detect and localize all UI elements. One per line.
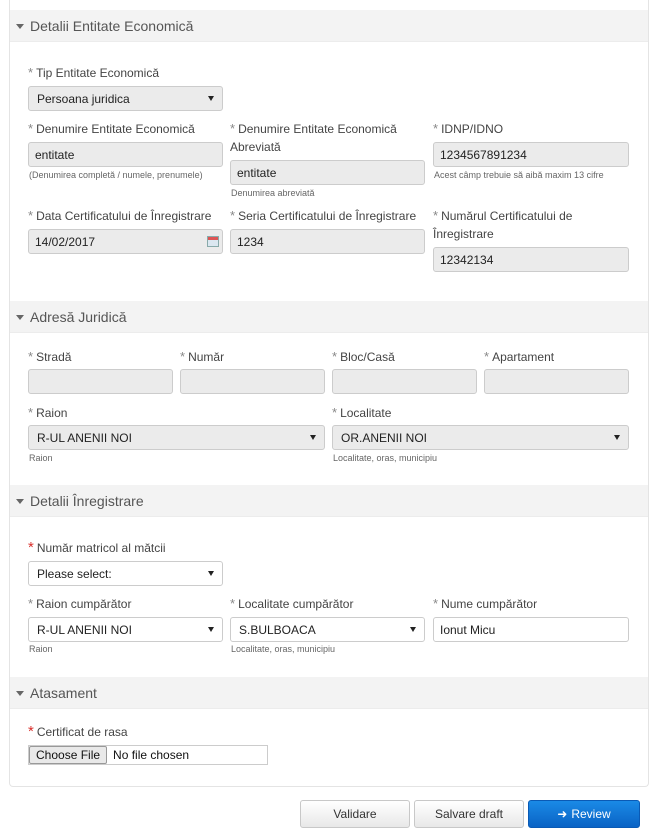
raion-cumparator-label: * Raion cumpărător bbox=[28, 596, 132, 611]
asterisk-icon: * bbox=[332, 405, 338, 420]
seria-input[interactable] bbox=[230, 229, 425, 254]
localitate-value: OR.ANENII NOI bbox=[341, 430, 428, 445]
arrow-right-icon: ➜ bbox=[557, 807, 568, 821]
chevron-down-icon bbox=[208, 571, 214, 576]
denumire-help: (Denumirea completă / numele, prenumele) bbox=[29, 170, 203, 180]
validate-button[interactable] bbox=[300, 800, 410, 828]
seria-label: * Seria Certificatului de Înregistrare bbox=[230, 208, 417, 223]
chevron-down-icon bbox=[208, 96, 214, 101]
asterisk-icon: * bbox=[28, 208, 34, 223]
localitate-cumparator-label: * Localitate cumpărător bbox=[230, 596, 354, 611]
raion-cumparator-select[interactable] bbox=[28, 617, 223, 642]
abreviata-input[interactable] bbox=[230, 160, 425, 185]
raion-label: * Raion bbox=[28, 405, 68, 420]
numar-certificat-label: * Numărul Certificatului de Înregistrare bbox=[433, 208, 573, 241]
asterisk-icon: * bbox=[28, 539, 34, 556]
numar-input[interactable] bbox=[180, 369, 325, 394]
chevron-down-icon bbox=[410, 627, 416, 632]
abreviata-help: Denumirea abreviată bbox=[231, 188, 315, 198]
caret-down-icon bbox=[16, 315, 24, 320]
localitate-cumparator-select[interactable] bbox=[230, 617, 425, 642]
chevron-down-icon bbox=[208, 627, 214, 632]
asterisk-icon: * bbox=[28, 65, 34, 80]
numar-certificat-value: 12342134 bbox=[440, 252, 494, 267]
asterisk-icon: * bbox=[230, 208, 236, 223]
asterisk-icon: * bbox=[28, 596, 34, 611]
section-title: Detalii Entitate Economică bbox=[30, 17, 194, 34]
chevron-down-icon bbox=[310, 435, 316, 440]
section-header-details[interactable] bbox=[10, 10, 648, 42]
choose-file-button[interactable]: Choose File bbox=[29, 746, 107, 764]
localitate-label: * Localitate bbox=[332, 405, 392, 420]
localitate-select[interactable] bbox=[332, 425, 629, 450]
calendar-icon[interactable] bbox=[207, 236, 219, 247]
idnp-value: 1234567891234 bbox=[440, 147, 527, 162]
asterisk-icon: * bbox=[433, 208, 439, 223]
asterisk-icon: * bbox=[180, 349, 186, 364]
seria-value: 1234 bbox=[237, 234, 264, 249]
certificat-rasa-label: * Certificat de rasa bbox=[28, 723, 128, 740]
matricol-value: Please select: bbox=[37, 566, 112, 581]
tip-entitate-select[interactable] bbox=[28, 86, 223, 111]
asterisk-icon: * bbox=[28, 121, 34, 136]
caret-down-icon bbox=[16, 24, 24, 29]
denumire-input[interactable] bbox=[28, 142, 223, 167]
raion-select[interactable] bbox=[28, 425, 325, 450]
asterisk-icon: * bbox=[28, 349, 34, 364]
asterisk-icon: * bbox=[230, 121, 236, 136]
numar-certificat-input[interactable] bbox=[433, 247, 629, 272]
asterisk-icon: * bbox=[433, 596, 439, 611]
denumire-label: * Denumire Entitate Economică bbox=[28, 121, 195, 136]
asterisk-icon: * bbox=[28, 723, 34, 740]
section-header-attachment[interactable] bbox=[10, 677, 648, 709]
data-certificat-input[interactable] bbox=[28, 229, 223, 254]
idnp-label: * IDNP/IDNO bbox=[433, 121, 504, 136]
caret-down-icon bbox=[16, 499, 24, 504]
apartament-label: * Apartament bbox=[484, 349, 555, 364]
localitate-cumparator-help: Localitate, oras, municipiu bbox=[231, 644, 336, 654]
review-button[interactable] bbox=[528, 800, 640, 828]
asterisk-icon: * bbox=[28, 405, 34, 420]
section-title: Adresă Juridică bbox=[30, 308, 127, 325]
asterisk-icon: * bbox=[230, 596, 236, 611]
denumire-value: entitate bbox=[35, 147, 75, 162]
section-header-address[interactable] bbox=[10, 301, 648, 333]
numar-label: * Număr bbox=[180, 349, 225, 364]
idnp-help: Acest câmp trebuie să aibă maxim 13 cifre bbox=[434, 170, 604, 180]
bloc-label: * Bloc/Casă bbox=[332, 349, 395, 364]
no-file-text: No file chosen bbox=[113, 748, 190, 762]
localitate-cumparator-value: S.BULBOACA bbox=[239, 622, 316, 637]
abreviata-label: * Denumire Entitate Economică Abreviată bbox=[230, 121, 397, 154]
raion-cumparator-value: R-UL ANENII NOI bbox=[37, 622, 132, 637]
section-title: Atasament bbox=[30, 684, 97, 701]
nume-cumparator-input[interactable] bbox=[433, 617, 629, 642]
save-draft-label: Salvare draft bbox=[434, 807, 504, 821]
matricol-label: * Număr matricol al mătcii bbox=[28, 539, 166, 556]
localitate-help: Localitate, oras, municipiu bbox=[333, 453, 438, 463]
asterisk-icon: * bbox=[332, 349, 338, 364]
asterisk-icon: * bbox=[433, 121, 439, 136]
tip-entitate-label: * Tip Entitate Economică bbox=[28, 65, 160, 80]
asterisk-icon: * bbox=[484, 349, 490, 364]
raion-help: Raion bbox=[29, 453, 53, 463]
save-draft-button[interactable] bbox=[414, 800, 524, 828]
tip-entitate-value: Persoana juridica bbox=[37, 91, 130, 106]
review-label: Review bbox=[571, 807, 611, 821]
chevron-down-icon bbox=[614, 435, 620, 440]
data-certificat-value: 14/02/2017 bbox=[35, 234, 96, 249]
bloc-input[interactable] bbox=[332, 369, 477, 394]
nume-cumparator-value: Ionut Micu bbox=[440, 622, 496, 637]
section-header-registration[interactable] bbox=[10, 485, 648, 517]
validate-label: Validare bbox=[333, 807, 377, 821]
section-title: Detalii Înregistrare bbox=[30, 492, 144, 509]
caret-down-icon bbox=[16, 691, 24, 696]
nume-cumparator-label: * Nume cumpărător bbox=[433, 596, 538, 611]
strada-input[interactable] bbox=[28, 369, 173, 394]
raion-cumparator-help: Raion bbox=[29, 644, 53, 654]
strada-label: * Stradă bbox=[28, 349, 72, 364]
idnp-input[interactable] bbox=[433, 142, 629, 167]
data-certificat-label: * Data Certificatului de Înregistrare bbox=[28, 208, 212, 223]
certificat-rasa-file-input[interactable] bbox=[28, 745, 268, 765]
matricol-select[interactable] bbox=[28, 561, 223, 586]
raion-value: R-UL ANENII NOI bbox=[37, 430, 132, 445]
apartament-input[interactable] bbox=[484, 369, 629, 394]
abreviata-value: entitate bbox=[237, 165, 277, 180]
